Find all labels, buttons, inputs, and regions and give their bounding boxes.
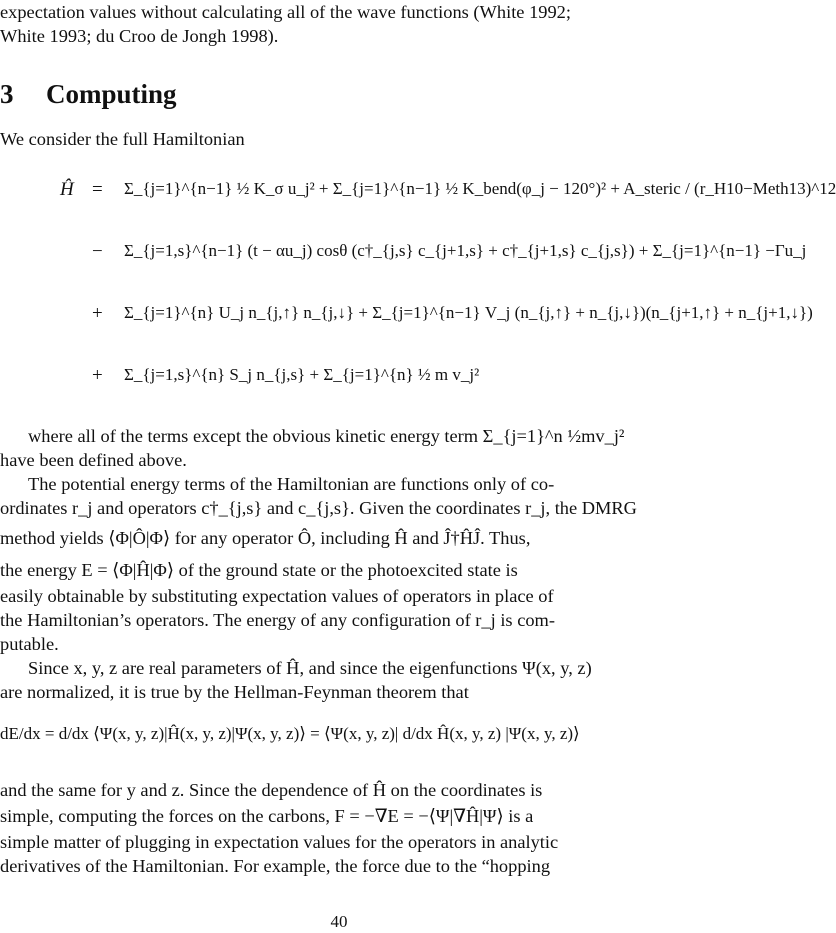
section-heading [0, 77, 177, 111]
text-line: The potential energy terms of the Hamiltonian are functions only of co- [28, 474, 555, 494]
equation-operator: + [92, 365, 103, 386]
text-line: derivatives of the Hamiltonian. For example, the force due to the “hopping [0, 856, 551, 876]
equation-expression: Σ_{j=1}^{n−1} ½ K_σ u_j² + Σ_{j=1}^{n−1} ½ K_bend(φ_j − 120°)² + A_steric / (r_H10−Meth13)^12 [124, 179, 836, 198]
text-line: the Hamiltonian’s operators. The energy of any configuration of r_j is com- [0, 610, 555, 630]
text-line: the energy E = ⟨Φ|Ĥ|Φ⟩ of the ground state or the photoexcited state is [0, 560, 518, 580]
text-line: easily obtainable by substituting expectation values of operators in place of [0, 586, 554, 606]
equation-row [0, 349, 678, 405]
equation-operator: + [92, 303, 103, 324]
text-line: and the same for y and z. Since the dependence of Ĥ on the coordinates is [0, 780, 543, 800]
equation-row [0, 163, 836, 219]
intro-line: We consider the full Hamiltonian [0, 129, 245, 149]
hamiltonian-equation [0, 163, 836, 413]
text-line: have been defined above. [0, 450, 187, 470]
equation-expression: Σ_{j=1,s}^{n} S_j n_{j,s} + Σ_{j=1}^{n} ½ m v_j² [124, 365, 480, 384]
equation-row [0, 225, 807, 281]
equation-expression: Σ_{j=1}^{n} U_j n_{j,↑} n_{j,↓} + Σ_{j=1}^{n−1} V_j (n_{j,↑} + n_{j,↓})(n_{j+1,↑} + n_{j+1,↓}) [124, 303, 813, 322]
page-number: 40 [330, 912, 348, 931]
text-line: are normalized, it is true by the Hellman-Feynman theorem that [0, 682, 469, 702]
equation-row [0, 287, 813, 343]
equation-expression: dE/dx = d/dx ⟨Ψ(x, y, z)|Ĥ(x, y, z)|Ψ(x, y, z)⟩ = ⟨Ψ(x, y, z)| d/dx Ĥ(x, y, z) |Ψ(x, y, z)⟩ [0, 724, 580, 743]
text-line: expectation values without calculating all of the wave functions (White 1992; [0, 2, 571, 22]
text-line: simple matter of plugging in expectation values for the operators in analytic [0, 832, 559, 852]
text-line: simple, computing the forces on the carbons, F = −∇E = −⟨Ψ|∇Ĥ|Ψ⟩ is a [0, 806, 534, 826]
equation-operator: − [92, 241, 103, 262]
section-title: Computing [46, 79, 177, 109]
hamiltonian-lhs: Ĥ [60, 179, 74, 200]
text-line: White 1993; du Croo de Jongh 1998). [0, 26, 279, 46]
text-line: method yields ⟨Φ|Ô|Φ⟩ for any operator Ô, including Ĥ and Ĵ†ĤĴ. Thus, [0, 528, 531, 548]
hellman-feynman-equation [0, 708, 678, 764]
section-number: 3 [0, 79, 14, 109]
text-line: putable. [0, 634, 59, 654]
text-line: ordinates r_j and operators c†_{j,s} and c_{j,s}. Given the coordinates r_j, the DMRG [0, 498, 637, 518]
text-line: where all of the terms except the obvious kinetic energy term Σ_{j=1}^n ½mv_j² [28, 426, 625, 446]
equation-operator: = [92, 179, 103, 200]
equation-expression: Σ_{j=1,s}^{n−1} (t − αu_j) cosθ (c†_{j,s} c_{j+1,s} + c†_{j+1,s} c_{j,s}) + Σ_{j=1}^{n−1} −Γu_j [124, 241, 807, 260]
text-line: Since x, y, z are real parameters of Ĥ, and since the eigenfunctions Ψ(x, y, z) [28, 658, 592, 678]
